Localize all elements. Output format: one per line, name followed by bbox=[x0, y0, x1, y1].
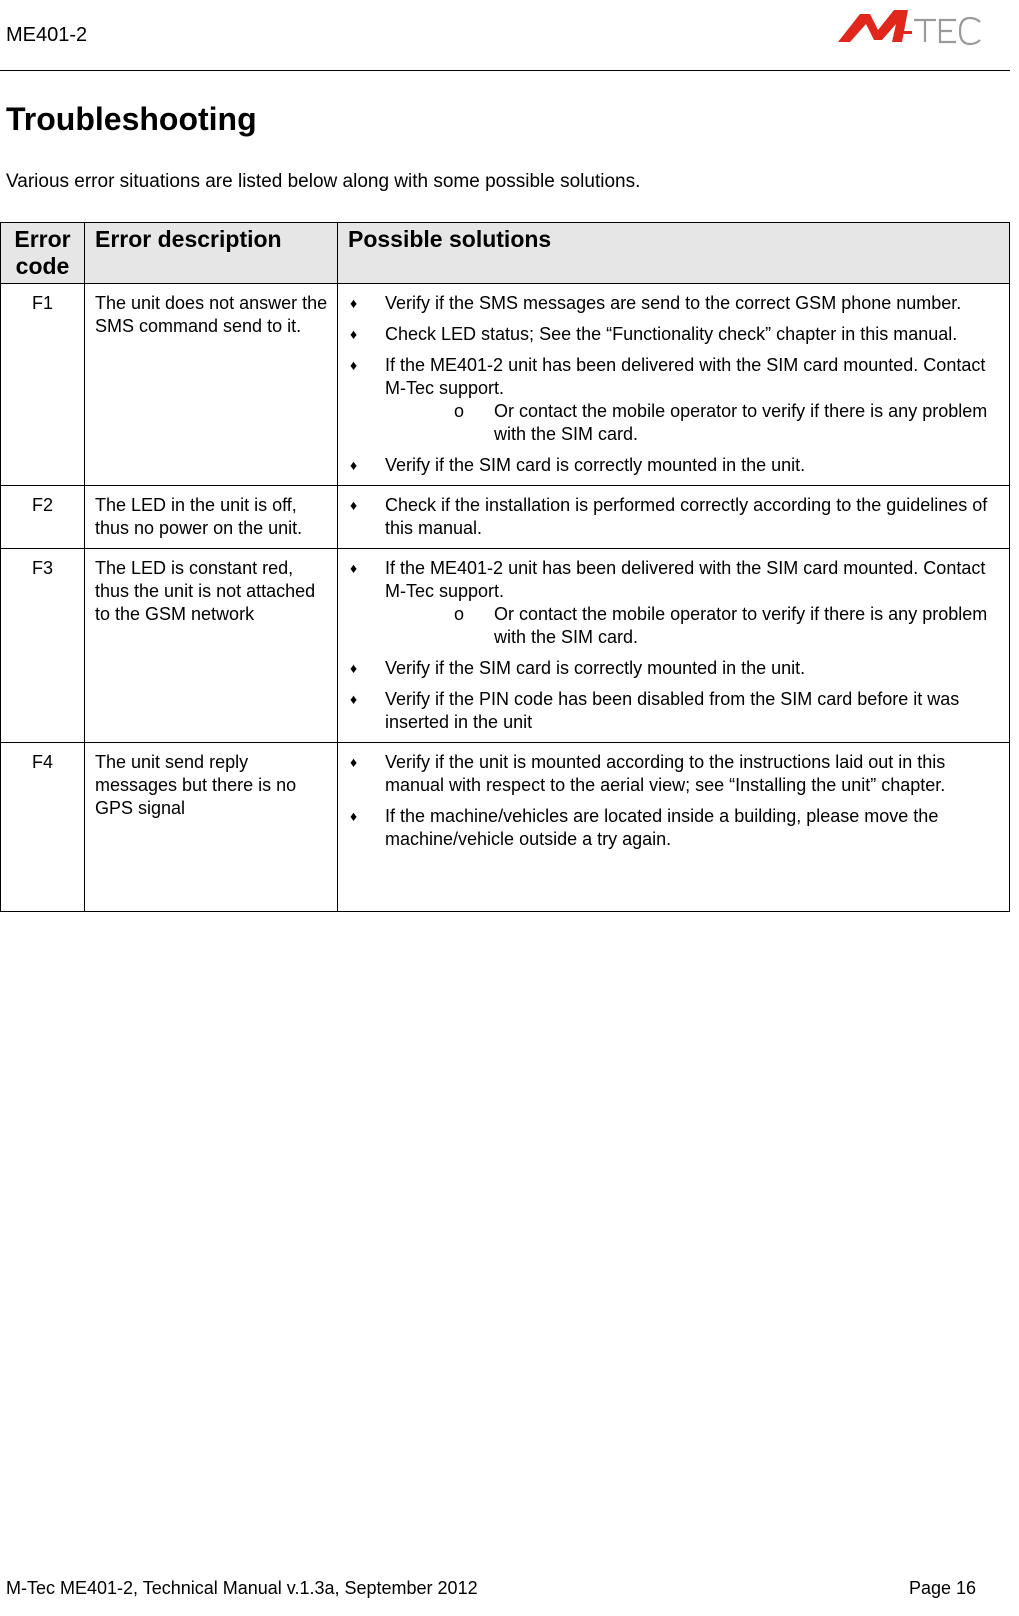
diamond-bullet-icon: ♦ bbox=[350, 691, 358, 707]
diamond-bullet-icon: ♦ bbox=[350, 457, 358, 473]
diamond-bullet-icon: ♦ bbox=[350, 326, 358, 342]
diamond-bullet-icon: ♦ bbox=[350, 754, 358, 770]
solutions-cell bbox=[338, 743, 1010, 912]
solution-item: ♦ If the ME401-2 unit has been delivered with the SIM card mounted. Contact M-Tec support. bbox=[350, 558, 986, 601]
solution-subitem: o Or contact the mobile operator to verify if there is any problem with the SIM card. bbox=[454, 401, 988, 444]
table-row bbox=[1, 549, 1010, 743]
diamond-bullet-icon: ♦ bbox=[350, 295, 358, 311]
solution-item: ♦ Verify if the unit is mounted according to the instructions laid out in this manual with respect to the aerial view; see “Installing the unit” chapter. bbox=[350, 752, 946, 795]
footer-page-number: Page 16 bbox=[908, 1578, 976, 1598]
error-description-cell: The unit send reply messages but there is no GPS signal bbox=[85, 743, 338, 912]
intro-text: Various error situations are listed below along with some possible solutions. bbox=[6, 171, 641, 192]
error-code-cell: F3 bbox=[1, 549, 85, 743]
solution-item: ♦ Verify if the SIM card is correctly mounted in the unit. bbox=[350, 455, 806, 475]
solution-item: ♦ Check LED status; See the “Functionality check” chapter in this manual. bbox=[350, 324, 958, 344]
table-row bbox=[1, 486, 1010, 549]
error-code-cell: F2 bbox=[1, 486, 85, 549]
solutions-cell bbox=[338, 284, 1010, 486]
m-tec-logo bbox=[838, 8, 986, 52]
diamond-bullet-icon: ♦ bbox=[350, 660, 358, 676]
diamond-bullet-icon: ♦ bbox=[350, 560, 358, 576]
solution-list bbox=[348, 657, 999, 734]
logo-letter-t bbox=[914, 20, 936, 42]
error-description-cell: The unit does not answer the SMS command send to it. bbox=[85, 284, 338, 486]
solutions-cell bbox=[338, 549, 1010, 743]
error-code-cell: F1 bbox=[1, 284, 85, 486]
page-title: Troubleshooting bbox=[6, 101, 257, 137]
solution-subitem: o Or contact the mobile operator to verify if there is any problem with the SIM card. bbox=[454, 604, 988, 647]
logo-letter-e bbox=[940, 20, 956, 42]
header-possible-solutions: Possible solutions bbox=[338, 223, 1010, 284]
troubleshooting-table bbox=[0, 222, 1010, 912]
solution-list bbox=[348, 751, 999, 851]
solution-list bbox=[348, 494, 999, 540]
footer-doc-info: M-Tec ME401-2, Technical Manual v.1.3a, September 2012 bbox=[6, 1578, 478, 1598]
logo-dash bbox=[902, 31, 912, 34]
solution-item: ♦ Verify if the SMS messages are send to the correct GSM phone number. bbox=[350, 293, 962, 313]
error-code-cell: F4 bbox=[1, 743, 85, 912]
error-description-cell: The LED in the unit is off, thus no power on the unit. bbox=[85, 486, 338, 549]
solution-list bbox=[348, 557, 999, 603]
logo-letter-c bbox=[960, 18, 980, 44]
table-header-row bbox=[1, 223, 1010, 284]
diamond-bullet-icon: ♦ bbox=[350, 808, 358, 824]
header-doc-id: ME401-2 bbox=[6, 24, 88, 46]
header-rule bbox=[0, 70, 1010, 71]
solution-item: ♦ If the ME401-2 unit has been delivered with the SIM card mounted. Contact M-Tec support. bbox=[350, 355, 986, 398]
solution-item: ♦ Verify if the SIM card is correctly mounted in the unit. bbox=[350, 658, 806, 678]
error-description-cell: The LED is constant red, thus the unit is not attached to the GSM network bbox=[85, 549, 338, 743]
diamond-bullet-icon: ♦ bbox=[350, 497, 358, 513]
solution-list bbox=[348, 454, 999, 477]
solution-item: ♦ Check if the installation is performed correctly according to the guidelines of this manual. bbox=[350, 495, 988, 538]
header-error-description: Error description bbox=[85, 223, 338, 284]
solution-list bbox=[348, 292, 999, 400]
table-row bbox=[1, 284, 1010, 486]
header-error-code: Error code bbox=[1, 223, 85, 284]
logo-m-shape bbox=[838, 10, 908, 42]
solution-item: ♦ Verify if the PIN code has been disabled from the SIM card before it was inserted in the unit bbox=[350, 689, 960, 732]
table-row bbox=[1, 743, 1010, 912]
solutions-cell bbox=[338, 486, 1010, 549]
circle-bullet-icon: o bbox=[454, 401, 465, 421]
solution-item: ♦ If the machine/vehicles are located inside a building, please move the machine/vehicle outside a try again. bbox=[350, 806, 939, 849]
circle-bullet-icon: o bbox=[454, 604, 465, 624]
diamond-bullet-icon: ♦ bbox=[350, 357, 358, 373]
